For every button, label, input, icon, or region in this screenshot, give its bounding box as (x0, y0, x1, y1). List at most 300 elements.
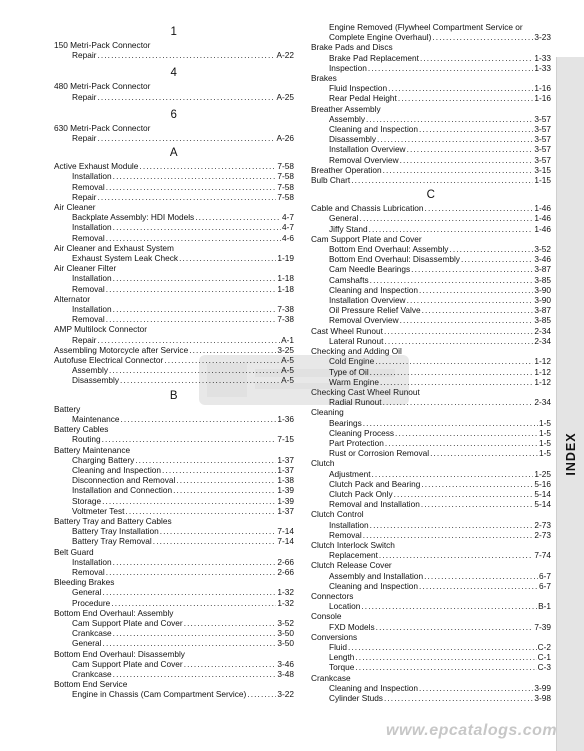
dot-leader (383, 165, 534, 175)
entry-page-number: 3-48 (277, 668, 294, 679)
entry-page-number: 2-73 (534, 529, 551, 540)
dot-leader (355, 652, 536, 662)
entry-topic: Location (329, 601, 361, 612)
entry-page-number: 1-33 (534, 52, 551, 63)
index-entry[interactable] (311, 275, 551, 285)
index-heading: Brake Pads and Discs (311, 42, 393, 53)
dot-leader (419, 683, 533, 693)
dot-leader (384, 326, 533, 336)
index-entry[interactable] (54, 171, 294, 181)
index-entry[interactable] (54, 455, 294, 465)
index-heading: Air Cleaner and Exhaust System (54, 242, 174, 253)
entry-topic: Routing (72, 434, 101, 445)
spacer (54, 102, 294, 105)
entry-page-number: 3-15 (534, 164, 551, 175)
section-letter: A (169, 147, 179, 160)
entry-page-number: 3-87 (534, 305, 551, 316)
entry-topic: Cast Wheel Runout (311, 325, 383, 336)
dot-leader (113, 222, 281, 232)
entry-page-number: 3-50 (277, 628, 294, 639)
index-entry[interactable] (54, 304, 294, 314)
entry-page-number: 1-16 (534, 83, 551, 94)
entry-topic: Installation (72, 222, 112, 233)
index-entry[interactable] (311, 175, 551, 185)
entry-page-number: 1-37 (277, 454, 294, 465)
entry-page-number: 3-90 (534, 284, 551, 295)
index-entry[interactable] (54, 222, 294, 232)
section-letter: B (169, 389, 179, 402)
index-entry[interactable] (54, 192, 294, 202)
dot-leader (388, 83, 533, 93)
entry-page-number: 3-87 (534, 264, 551, 275)
entry-page-number: 7-14 (277, 526, 294, 537)
index-heading: Battery Cables (54, 424, 109, 435)
entry-topic: Cold Engine (329, 356, 375, 367)
index-entry[interactable] (311, 224, 551, 234)
index-entry[interactable] (311, 683, 551, 693)
entry-page-number: 1-5 (539, 437, 551, 448)
entry-topic: Disassembly (329, 134, 377, 145)
index-entry[interactable] (54, 669, 294, 679)
entry-page-number: 1-16 (534, 93, 551, 104)
dot-leader (370, 367, 534, 377)
index-entry[interactable] (311, 285, 551, 295)
entry-page-number: 1-32 (277, 597, 294, 608)
index-entry[interactable] (54, 253, 294, 263)
index-entry[interactable] (311, 489, 551, 499)
index-heading: Cleaning (311, 407, 344, 418)
index-entry[interactable] (54, 475, 294, 485)
entry-page-number: 3-90 (534, 295, 551, 306)
entry-page-number: 3-99 (534, 682, 551, 693)
dot-leader (400, 155, 534, 165)
dot-leader (160, 526, 277, 536)
index-entry[interactable] (311, 397, 551, 407)
index-entry[interactable] (311, 83, 551, 93)
entry-topic: Removal and Installation (329, 499, 420, 510)
dot-leader (103, 587, 277, 597)
index-entry[interactable] (54, 526, 294, 536)
dot-leader (121, 414, 277, 424)
dot-leader (179, 253, 276, 263)
index-entry[interactable] (311, 428, 551, 438)
entry-page-number: 3-46 (534, 254, 551, 265)
dot-leader (363, 418, 538, 428)
index-entry[interactable] (54, 92, 294, 102)
index-entry[interactable] (311, 254, 551, 264)
index-entry[interactable] (54, 465, 294, 475)
entry-topic: Repair (72, 91, 97, 102)
index-entry[interactable] (54, 212, 294, 222)
index-entry[interactable] (54, 365, 294, 375)
index-entry[interactable] (311, 418, 551, 428)
dot-leader (139, 161, 276, 171)
entry-page-number: C-3 (537, 662, 551, 673)
entry-page-number: 1-38 (277, 475, 294, 486)
entry-topic: Part Protection (329, 437, 384, 448)
entry-topic: Installation (72, 273, 112, 284)
entry-topic: Cleaning and Inspection (329, 124, 419, 135)
entry-page-number: A-22 (276, 50, 294, 61)
dot-leader (372, 469, 534, 479)
entry-topic: Assembly (72, 365, 108, 376)
dot-leader (407, 144, 534, 154)
index-entry[interactable] (54, 434, 294, 444)
index-entry[interactable] (54, 355, 294, 365)
index-heading: Connectors (311, 590, 354, 601)
index-entry[interactable] (311, 165, 551, 175)
entry-topic: Rear Pedal Height (329, 93, 397, 104)
dot-leader (383, 397, 534, 407)
dot-leader (103, 638, 277, 648)
entry-topic: Removal Overview (329, 154, 399, 165)
index-heading: Air Cleaner Filter (54, 263, 117, 274)
index-entry[interactable] (311, 336, 551, 346)
entry-topic: Oil Pressure Relief Valve (329, 305, 421, 316)
index-entry[interactable] (311, 550, 551, 560)
dot-leader (97, 50, 275, 60)
index-heading: Breather Assembly (311, 103, 381, 114)
entry-page-number: 3-25 (277, 344, 294, 355)
index-entry[interactable] (54, 689, 294, 699)
entry-page-number: A-25 (276, 91, 294, 102)
entry-page-number: 1-18 (277, 283, 294, 294)
dot-leader (97, 335, 280, 345)
entry-page-number: 1-46 (534, 213, 551, 224)
index-entry[interactable] (311, 469, 551, 479)
entry-topic: Jiffy Stand (329, 223, 368, 234)
entry-topic: Procedure (72, 597, 111, 608)
dot-leader (419, 124, 533, 134)
index-entry[interactable] (311, 693, 551, 703)
index-entry[interactable] (54, 345, 294, 355)
entry-page-number: 7-38 (277, 304, 294, 315)
index-entry[interactable] (311, 114, 551, 124)
dot-leader (106, 314, 277, 324)
dot-leader (370, 520, 534, 530)
entry-page-number: 1-18 (277, 273, 294, 284)
entry-topic: Warm Engine (329, 376, 379, 387)
entry-topic: Cable and Chassis Lubrication (311, 203, 424, 214)
index-entry[interactable] (311, 377, 551, 387)
dot-leader (111, 598, 276, 608)
dot-leader (97, 133, 275, 143)
dot-leader (102, 496, 276, 506)
index-entry[interactable] (54, 335, 294, 345)
entry-page-number: 4-6 (282, 232, 294, 243)
dot-leader (370, 275, 534, 285)
index-heading: Conversions (311, 631, 358, 642)
entry-topic: Rust or Corrosion Removal (329, 448, 430, 459)
entry-page-number: 7-14 (277, 536, 294, 547)
index-entry[interactable] (54, 567, 294, 577)
index-entry[interactable] (311, 571, 551, 581)
entry-topic: Battery Tray Removal (72, 536, 152, 547)
index-entry[interactable] (311, 499, 551, 509)
entry-topic: Cam Needle Bearings (329, 264, 411, 275)
entry-topic: Removal (72, 232, 105, 243)
entry-page-number: 3-85 (534, 315, 551, 326)
entry-page-number: 4-7 (282, 212, 294, 223)
index-entry[interactable] (311, 601, 551, 611)
section-letter: 1 (170, 26, 178, 38)
entry-topic: Installation (72, 171, 112, 182)
section-letter: C (426, 189, 436, 202)
index-entry[interactable] (311, 213, 551, 223)
index-entry[interactable] (54, 375, 294, 385)
entry-page-number: 2-34 (534, 325, 551, 336)
index-entry[interactable] (54, 618, 294, 628)
index-heading: Console (311, 611, 342, 622)
index-entry[interactable] (311, 305, 551, 315)
dot-leader (102, 434, 277, 444)
index-entry[interactable] (54, 659, 294, 669)
entry-page-number: 7-58 (277, 191, 294, 202)
section-letter: 6 (170, 108, 178, 121)
entry-page-number: 2-73 (534, 519, 551, 530)
entry-topic: Cleaning Process (329, 427, 395, 438)
index-entry[interactable] (311, 203, 551, 213)
index-entry[interactable] (311, 448, 551, 458)
entry-topic: Cam Support Plate and Cover (72, 617, 183, 628)
entry-topic: Storage (72, 495, 102, 506)
index-entry[interactable] (54, 161, 294, 171)
dot-leader (113, 304, 277, 314)
entry-page-number: 1-5 (539, 448, 551, 459)
dot-leader (432, 32, 533, 42)
entry-topic: Replacement (329, 550, 378, 561)
dot-leader (380, 377, 533, 387)
entry-topic: Brake Pad Replacement (329, 52, 419, 63)
index-heading: 480 Metri-Pack Connector (54, 81, 151, 92)
entry-page-number: 7-74 (534, 550, 551, 561)
index-entry[interactable] (311, 356, 551, 366)
entry-topic: Cleaning and Inspection (329, 682, 419, 693)
entry-topic: Disassembly (72, 375, 120, 386)
dot-leader (395, 428, 538, 438)
entry-topic: Bottom End Overhaul: Disassembly (329, 254, 460, 265)
entry-topic: Installation (72, 304, 112, 315)
index-entry[interactable] (54, 233, 294, 243)
dot-leader (97, 92, 275, 102)
index-entry[interactable] (311, 124, 551, 134)
entry-topic: Engine in Chassis (Cam Compartment Service) (72, 689, 247, 700)
entry-page-number: 3-57 (534, 154, 551, 165)
index-heading: Belt Guard (54, 546, 94, 557)
index-entry[interactable] (311, 155, 551, 165)
entry-topic: Cam Support Plate and Cover (72, 658, 183, 669)
dot-leader (184, 659, 277, 669)
dot-leader (106, 284, 277, 294)
index-entry[interactable] (54, 598, 294, 608)
index-entry[interactable] (54, 557, 294, 567)
dot-leader (430, 448, 538, 458)
dot-leader (355, 662, 536, 672)
index-entry[interactable] (311, 581, 551, 591)
index-entry[interactable] (311, 134, 551, 144)
index-entry[interactable] (311, 295, 551, 305)
index-entry[interactable] (54, 273, 294, 283)
index-entry[interactable] (311, 662, 551, 672)
entry-page-number: A-5 (281, 375, 294, 386)
entry-topic: Removal (329, 529, 362, 540)
entry-topic: Torque (329, 662, 355, 673)
entry-page-number: 3-57 (534, 144, 551, 155)
dot-leader (106, 567, 277, 577)
entry-page-number: 5-14 (534, 499, 551, 510)
entry-page-number: 1-39 (277, 485, 294, 496)
entry-topic: Repair (72, 334, 97, 345)
dot-leader (422, 305, 534, 315)
index-heading: Checking Cast Wheel Runout (311, 386, 420, 397)
entry-topic: Lateral Runout (329, 335, 384, 346)
index-heading: AMP Multilock Connector (54, 324, 147, 335)
index-entry[interactable] (311, 244, 551, 254)
index-entry[interactable] (54, 314, 294, 324)
index-heading: Battery Tray and Battery Cables (54, 515, 172, 526)
dot-leader (369, 224, 534, 234)
entry-topic: Installation Overview (329, 295, 406, 306)
index-entry[interactable] (54, 50, 294, 60)
entry-page-number: 1-15 (534, 175, 551, 186)
index-entry[interactable] (311, 144, 551, 154)
index-entry[interactable] (54, 133, 294, 143)
entry-page-number: 1-19 (277, 253, 294, 264)
entry-page-number: 4-7 (282, 222, 294, 233)
entry-page-number: 1-36 (277, 413, 294, 424)
index-entry[interactable] (54, 638, 294, 648)
dot-leader (135, 455, 276, 465)
entry-topic: Cleaning and Inspection (329, 580, 419, 591)
dot-leader (189, 345, 276, 355)
dot-leader (449, 244, 533, 254)
dot-leader (113, 171, 277, 181)
entry-topic: Removal (72, 314, 105, 325)
entry-topic: Crankcase (72, 668, 112, 679)
dot-leader (421, 499, 534, 509)
entry-page-number: B-1 (538, 601, 551, 612)
entry-topic: Charging Battery (72, 454, 135, 465)
entry-page-number: 1-37 (277, 464, 294, 475)
dot-leader (176, 475, 276, 485)
index-heading: Brakes (311, 73, 337, 84)
index-entry[interactable] (311, 652, 551, 662)
dot-leader (368, 63, 534, 73)
index-entry[interactable] (311, 32, 551, 42)
index-entry[interactable] (54, 536, 294, 546)
index-entry[interactable] (54, 496, 294, 506)
index-entry[interactable] (311, 622, 551, 632)
entry-topic: Inspection (329, 62, 367, 73)
entry-page-number: 3-57 (534, 113, 551, 124)
entry-page-number: 3-50 (277, 638, 294, 649)
dot-leader (366, 114, 533, 124)
dot-leader (394, 489, 534, 499)
index-entry[interactable] (311, 264, 551, 274)
index-column-right (311, 22, 551, 703)
entry-topic: Crankcase (72, 628, 112, 639)
entry-topic: Installation Overview (329, 144, 406, 155)
dot-leader (379, 550, 534, 560)
entry-page-number: 6-7 (539, 580, 551, 591)
entry-page-number: 1-5 (539, 427, 551, 438)
entry-page-number: 1-33 (534, 62, 551, 73)
index-entry[interactable] (311, 315, 551, 325)
index-entry[interactable] (311, 479, 551, 489)
dot-leader (184, 618, 277, 628)
dot-leader (125, 506, 276, 516)
entry-page-number: C-2 (537, 641, 551, 652)
entry-page-number: 3-52 (277, 617, 294, 628)
dot-leader (421, 479, 533, 489)
dot-leader (348, 642, 537, 652)
index-entry[interactable] (54, 284, 294, 294)
entry-topic: Active Exhaust Module (54, 161, 139, 172)
index-heading: Cam Support Plate and Cover (311, 233, 422, 244)
dot-leader (376, 622, 534, 632)
entry-topic: Assembly and Installation (329, 570, 424, 581)
section-letter: 4 (170, 67, 178, 80)
index-entry[interactable] (54, 414, 294, 424)
entry-page-number: A-5 (281, 365, 294, 376)
dot-leader (113, 557, 277, 567)
entry-page-number: A-5 (281, 355, 294, 366)
index-entry[interactable] (311, 53, 551, 63)
index-entry[interactable] (54, 485, 294, 495)
index-entry[interactable] (54, 587, 294, 597)
index-entry[interactable] (54, 506, 294, 516)
entry-topic: Assembling Motorcycle after Service (54, 344, 189, 355)
index-entry[interactable] (311, 326, 551, 336)
dot-leader (97, 192, 276, 202)
entry-page-number: 2-66 (277, 556, 294, 567)
index-heading: Clutch Interlock Switch (311, 539, 395, 550)
entry-topic: Repair (72, 133, 97, 144)
dot-leader (384, 336, 533, 346)
index-entry[interactable] (311, 367, 551, 377)
index-entry[interactable] (311, 642, 551, 652)
entry-topic: General (72, 587, 102, 598)
index-heading: Bleeding Brakes (54, 577, 115, 588)
entry-topic: Voltmeter Test (72, 505, 125, 516)
dot-leader (109, 365, 280, 375)
entry-page-number: A-26 (276, 133, 294, 144)
entry-page-number: 1-25 (534, 468, 551, 479)
entry-topic: Removal (72, 283, 105, 294)
entry-page-number: 3-98 (534, 693, 551, 703)
index-entry[interactable] (311, 438, 551, 448)
index-entry[interactable] (311, 63, 551, 73)
index-entry[interactable] (311, 520, 551, 530)
index-side-tab[interactable] (556, 57, 584, 751)
index-entry[interactable] (311, 530, 551, 540)
index-heading: Alternator (54, 293, 90, 304)
index-heading: Bottom End Overhaul: Assembly (54, 607, 174, 618)
index-heading: Bottom End Service (54, 679, 128, 690)
index-entry[interactable] (54, 628, 294, 638)
entry-topic: FXD Models (329, 621, 375, 632)
dot-leader (424, 571, 538, 581)
dot-leader (375, 356, 533, 366)
entry-topic: Bearings (329, 417, 362, 428)
entry-page-number: 1-12 (534, 376, 551, 387)
dot-leader (419, 581, 538, 591)
entry-page-number: 3-23 (534, 32, 551, 43)
entry-topic: Autofuse Electrical Connector (54, 355, 164, 366)
dot-leader (164, 355, 280, 365)
index-entry[interactable] (54, 182, 294, 192)
index-entry[interactable] (311, 93, 551, 103)
